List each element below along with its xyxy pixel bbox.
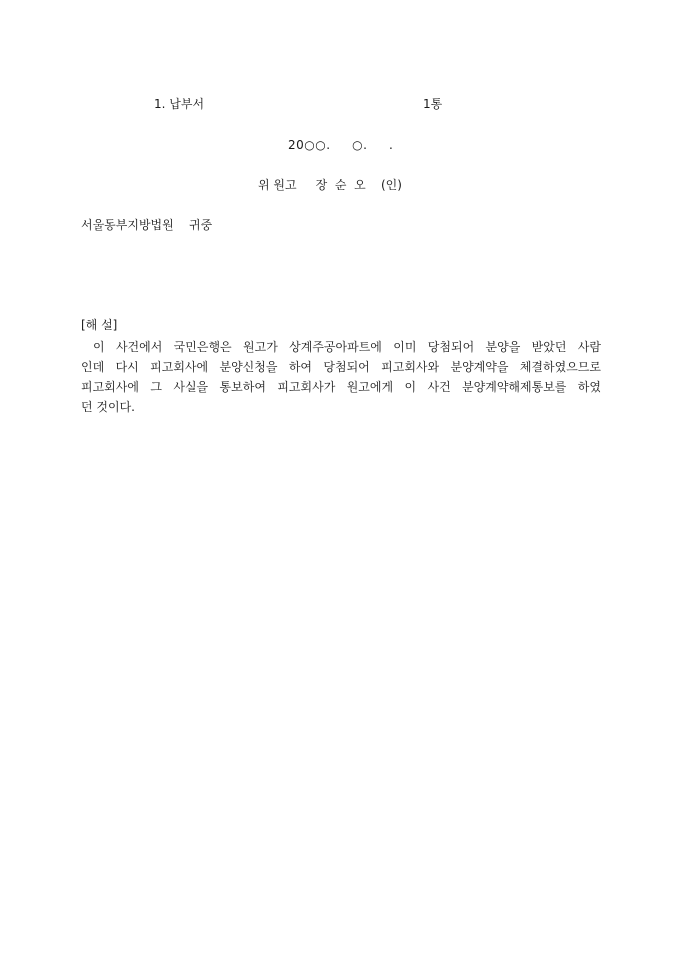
signature-line: 위 원고 장 순 오 (인) bbox=[258, 178, 402, 192]
commentary-heading: [해 설] bbox=[81, 318, 118, 332]
commentary-line: 피고회사에 그 사실을 통보하여 피고회사가 원고에게 이 사건 분양계약해제통보를 하였 bbox=[81, 380, 601, 394]
commentary-line: 인데 다시 피고회사에 분양신청을 하여 당첨되어 피고회사와 분양계약을 체결하였으므로 bbox=[81, 360, 601, 374]
commentary-line: 던 것이다. bbox=[81, 400, 135, 414]
commentary-body bbox=[81, 337, 601, 417]
attachment-count: 1통 bbox=[423, 97, 443, 111]
date-line: 20○○. ○. . bbox=[288, 138, 394, 152]
court-addressee: 서울동부지방법원 귀중 bbox=[81, 218, 213, 232]
commentary-line: 이 사건에서 국민은행은 원고가 상계주공아파트에 이미 당첨되어 분양을 받았던 사람 bbox=[93, 340, 601, 354]
attachment-item: 1. 납부서 bbox=[154, 97, 205, 111]
